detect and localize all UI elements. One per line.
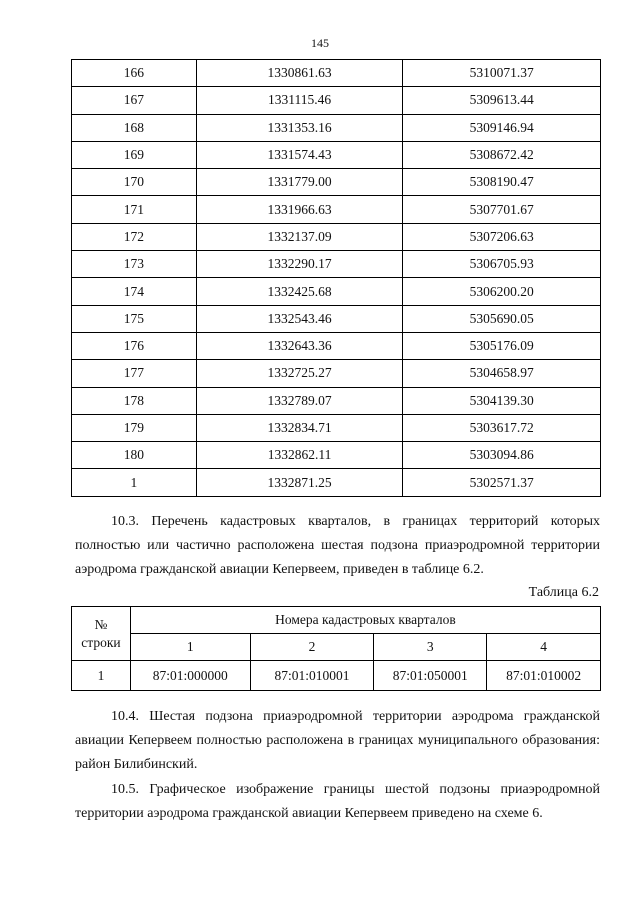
table-row — [72, 442, 601, 469]
point-number-cell: 169 — [72, 141, 197, 168]
x-coordinate-cell: 1332862.11 — [196, 442, 403, 469]
table-row — [72, 114, 601, 141]
table-row — [72, 661, 601, 691]
x-coordinate-cell: 1332137.09 — [196, 223, 403, 250]
row-number-cell: 1 — [72, 661, 131, 691]
y-coordinate-cell: 5303094.86 — [403, 442, 601, 469]
group-header: Номера кадастровых кварталов — [130, 607, 600, 634]
point-number-cell: 173 — [72, 251, 197, 278]
y-coordinate-cell: 5302571.37 — [403, 469, 601, 496]
x-coordinate-cell: 1332789.07 — [196, 387, 403, 414]
row-number-header-label: строки — [81, 634, 121, 650]
paragraph-10-4: 10.4. Шестая подзона приаэродромной территории аэродрома гражданской авиации Кепервеем полностью расположена в границах муниципального образования: район Билибинский. — [75, 709, 600, 772]
table-caption: Таблица 6.2 — [528, 585, 599, 600]
y-coordinate-cell: 5307206.63 — [403, 223, 601, 250]
row-number-header-symbol: № — [94, 616, 108, 632]
y-coordinate-cell: 5305176.09 — [403, 332, 601, 359]
coordinates-table — [71, 59, 601, 497]
y-coordinate-cell: 5309613.44 — [403, 87, 601, 114]
y-coordinate-cell: 5310071.37 — [403, 60, 601, 87]
y-coordinate-cell: 5304139.30 — [403, 387, 601, 414]
paragraph-10-3: 10.3. Перечень кадастровых кварталов, в границах территорий которых полностью или частично расположена шестая подзона приаэродромной территории аэродрома гражданской авиации Кепервеем, приведен в таблице 6.2. — [75, 514, 600, 577]
point-number-cell: 174 — [72, 278, 197, 305]
x-coordinate-cell: 1332834.71 — [196, 414, 403, 441]
x-coordinate-cell: 1332543.46 — [196, 305, 403, 332]
y-coordinate-cell: 5303617.72 — [403, 414, 601, 441]
x-coordinate-cell: 1331966.63 — [196, 196, 403, 223]
table-row — [72, 196, 601, 223]
table-row — [72, 360, 601, 387]
column-number: 2 — [250, 634, 374, 661]
table-row — [72, 87, 601, 114]
y-coordinate-cell: 5306705.93 — [403, 251, 601, 278]
point-number-cell: 172 — [72, 223, 197, 250]
cadastral-number-cell: 87:01:010002 — [487, 661, 601, 691]
cadastral-number-cell: 87:01:010001 — [250, 661, 374, 691]
point-number-cell: 167 — [72, 87, 197, 114]
x-coordinate-cell: 1330861.63 — [196, 60, 403, 87]
x-coordinate-cell: 1331115.46 — [196, 87, 403, 114]
point-number-cell: 178 — [72, 387, 197, 414]
column-number: 3 — [374, 634, 487, 661]
table-row — [72, 141, 601, 168]
row-number-header — [72, 607, 131, 661]
point-number-cell: 170 — [72, 169, 197, 196]
point-number-cell: 177 — [72, 360, 197, 387]
point-number-cell: 171 — [72, 196, 197, 223]
cadastral-number-cell: 87:01:050001 — [374, 661, 487, 691]
table-row — [72, 414, 601, 441]
x-coordinate-cell: 1331353.16 — [196, 114, 403, 141]
point-number-cell: 1 — [72, 469, 197, 496]
y-coordinate-cell: 5305690.05 — [403, 305, 601, 332]
column-number-row — [72, 634, 601, 661]
x-coordinate-cell: 1332725.27 — [196, 360, 403, 387]
table-row — [72, 278, 601, 305]
y-coordinate-cell: 5309146.94 — [403, 114, 601, 141]
y-coordinate-cell: 5308190.47 — [403, 169, 601, 196]
table-header-row — [72, 607, 601, 634]
y-coordinate-cell: 5306200.20 — [403, 278, 601, 305]
y-coordinate-cell: 5304658.97 — [403, 360, 601, 387]
cadastral-quarters-table — [71, 606, 601, 691]
table-row — [72, 469, 601, 496]
point-number-cell: 176 — [72, 332, 197, 359]
table-row — [72, 305, 601, 332]
table-row — [72, 251, 601, 278]
point-number-cell: 175 — [72, 305, 197, 332]
point-number-cell: 180 — [72, 442, 197, 469]
y-coordinate-cell: 5308672.42 — [403, 141, 601, 168]
x-coordinate-cell: 1332871.25 — [196, 469, 403, 496]
point-number-cell: 166 — [72, 60, 197, 87]
y-coordinate-cell: 5307701.67 — [403, 196, 601, 223]
column-number: 4 — [487, 634, 601, 661]
x-coordinate-cell: 1331779.00 — [196, 169, 403, 196]
table-row — [72, 169, 601, 196]
coordinates-table-body — [72, 60, 601, 497]
point-number-cell: 179 — [72, 414, 197, 441]
x-coordinate-cell: 1332425.68 — [196, 278, 403, 305]
paragraph-10-5: 10.5. Графическое изображение границы шестой подзоны приаэродромной территории аэродрома гражданской авиации Кепервеем приведено на схеме 6. — [75, 782, 600, 821]
point-number-cell: 168 — [72, 114, 197, 141]
x-coordinate-cell: 1332643.36 — [196, 332, 403, 359]
page-number: 145 — [311, 36, 329, 50]
x-coordinate-cell: 1332290.17 — [196, 251, 403, 278]
table-row — [72, 387, 601, 414]
table-row — [72, 223, 601, 250]
table-row — [72, 60, 601, 87]
cadastral-number-cell: 87:01:000000 — [130, 661, 250, 691]
x-coordinate-cell: 1331574.43 — [196, 141, 403, 168]
table-row — [72, 332, 601, 359]
column-number: 1 — [130, 634, 250, 661]
